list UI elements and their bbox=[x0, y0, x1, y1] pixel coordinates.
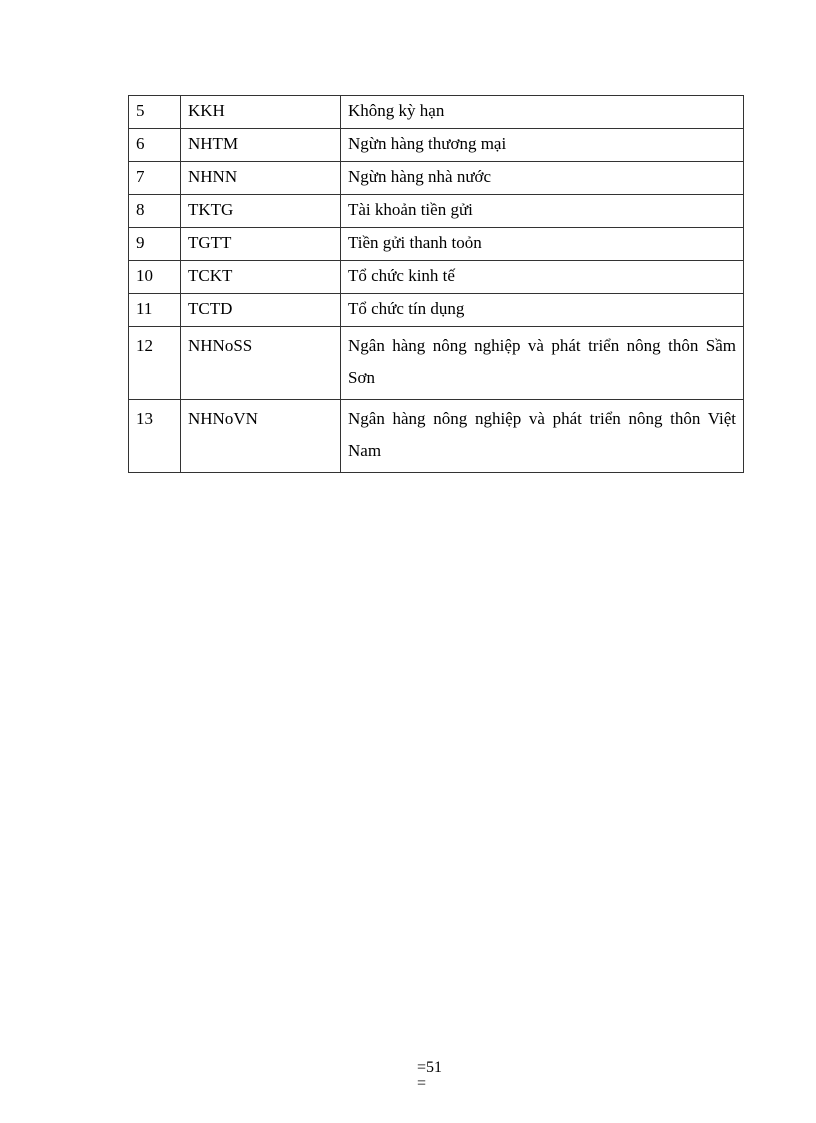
row-number: 7 bbox=[129, 162, 181, 195]
row-number: 5 bbox=[129, 96, 181, 129]
abbreviation: NHNN bbox=[181, 162, 341, 195]
row-number: 11 bbox=[129, 294, 181, 327]
abbreviation: KKH bbox=[181, 96, 341, 129]
meaning: Ngân hàng nông nghiệp và phát triển nông thôn Sầm Sơn bbox=[341, 327, 744, 400]
meaning: Ngừn hàng nhà nước bbox=[341, 162, 744, 195]
meaning: Tổ chức tín dụng bbox=[341, 294, 744, 327]
table-row bbox=[129, 228, 744, 261]
row-number: 12 bbox=[129, 327, 181, 400]
abbreviation: TGTT bbox=[181, 228, 341, 261]
abbreviation-table bbox=[128, 95, 744, 473]
table-row bbox=[129, 327, 744, 400]
row-number: 6 bbox=[129, 129, 181, 162]
table-row bbox=[129, 195, 744, 228]
meaning: Tiền gửi thanh toỏn bbox=[341, 228, 744, 261]
table-row bbox=[129, 294, 744, 327]
row-number: 10 bbox=[129, 261, 181, 294]
page-number: =51 bbox=[417, 1059, 443, 1076]
row-number: 13 bbox=[129, 400, 181, 473]
table-row bbox=[129, 261, 744, 294]
meaning: Ngừn hàng thương mại bbox=[341, 129, 744, 162]
abbreviation: NHNoVN bbox=[181, 400, 341, 473]
meaning: Tổ chức kinh tế bbox=[341, 261, 744, 294]
meaning: Tài khoản tiền gửi bbox=[341, 195, 744, 228]
table-row bbox=[129, 129, 744, 162]
table-row bbox=[129, 162, 744, 195]
abbreviation: NHNoSS bbox=[181, 327, 341, 400]
meaning: Ngân hàng nông nghiệp và phát triển nông thôn Việt Nam bbox=[341, 400, 744, 473]
abbreviation: TCTD bbox=[181, 294, 341, 327]
abbreviation: NHTM bbox=[181, 129, 341, 162]
abbreviation: TCKT bbox=[181, 261, 341, 294]
table-row bbox=[129, 96, 744, 129]
page-number-suffix: = bbox=[417, 1075, 427, 1092]
row-number: 9 bbox=[129, 228, 181, 261]
meaning: Không kỳ hạn bbox=[341, 96, 744, 129]
row-number: 8 bbox=[129, 195, 181, 228]
abbreviation: TKTG bbox=[181, 195, 341, 228]
table-row bbox=[129, 400, 744, 473]
